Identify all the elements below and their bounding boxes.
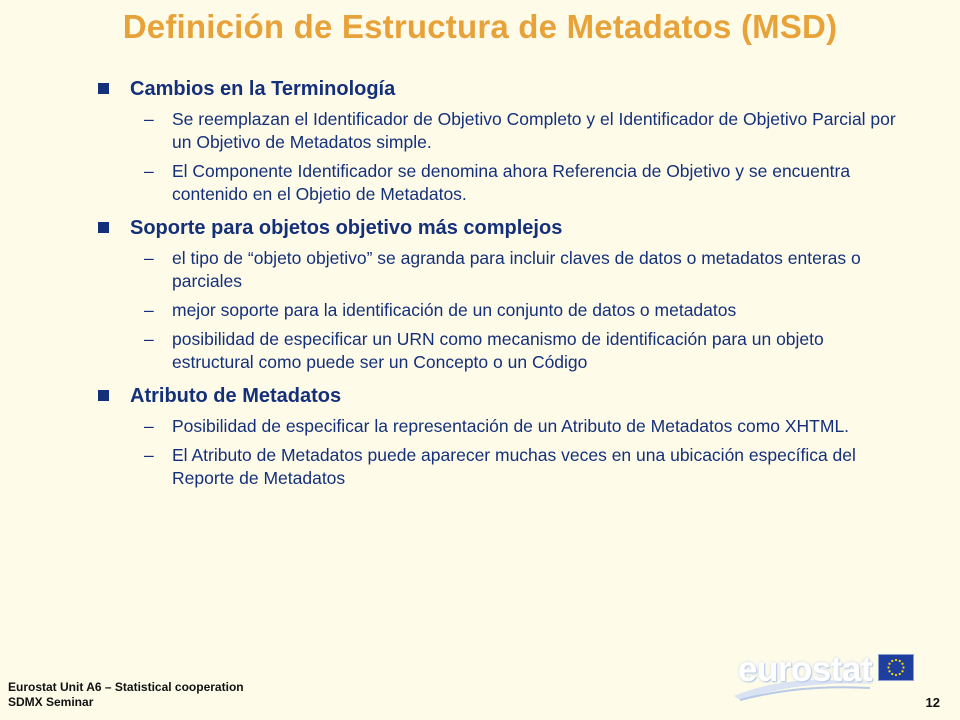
dash-marker: – — [144, 109, 154, 129]
flag-star — [891, 673, 893, 675]
page-number: 12 — [925, 695, 940, 710]
sub-item — [98, 247, 898, 293]
square-bullet-icon — [98, 83, 109, 94]
sub-item — [98, 328, 898, 374]
slide-content — [98, 76, 898, 490]
eu-flag-icon — [878, 654, 914, 681]
footer-unit: Eurostat Unit A6 – Statistical cooperation — [8, 680, 244, 694]
flag-star — [901, 670, 903, 672]
slide-title: Definición de Estructura de Metadatos (MSD) — [122, 8, 838, 45]
sub-item-text: el tipo de “objeto objetivo” se agranda para incluir claves de datos o metadatos enteras o parciales — [172, 248, 861, 291]
sub-item — [98, 415, 898, 438]
sub-item-text: mejor soporte para la identificación de un conjunto de datos o metadatos — [172, 300, 737, 320]
dash-marker: – — [144, 300, 154, 320]
sub-item-text: El Componente Identificador se denomina ahora Referencia de Objetivo y se encuentra contenido en el Objetio de Metadatos. — [172, 161, 851, 204]
eurostat-logo — [730, 642, 930, 704]
square-bullet-icon — [98, 222, 109, 233]
footer-seminar: SDMX Seminar — [8, 695, 94, 709]
bullet-metadata-attribute — [98, 383, 898, 409]
flag-star — [901, 663, 903, 665]
sub-item-text: Posibilidad de especificar la representación de un Atributo de Metadatos como XHTML. — [172, 416, 850, 436]
flag-star — [899, 673, 901, 675]
flag-star — [895, 674, 897, 676]
sub-item-text: Se reemplazan el Identificador de Objetivo Completo y el Identificador de Objetivo Parcial por un Objetivo de Metadatos simple. — [172, 109, 896, 152]
footer — [8, 680, 244, 710]
dash-marker: – — [144, 329, 154, 349]
sub-item-text: posibilidad de especificar un URN como mecanismo de identificación para un objeto estructural como puede ser un Concepto o un Código — [172, 329, 824, 372]
sub-item — [98, 108, 898, 154]
bullet-complex-objects — [98, 215, 898, 241]
flag-star — [887, 666, 889, 668]
sub-item — [98, 160, 898, 206]
flag-star — [888, 670, 890, 672]
dash-marker: – — [144, 416, 154, 436]
bullet-text: Cambios en la Terminología — [130, 78, 396, 100]
dash-marker: – — [144, 445, 154, 465]
bullet-text: Atributo de Metadatos — [130, 385, 342, 407]
sub-item — [98, 299, 898, 322]
flag-star — [899, 660, 901, 662]
bullet-text: Soporte para objetos objetivo más complejos — [130, 217, 563, 239]
sub-item-text: El Atributo de Metadatos puede aparecer muchas veces en una ubicación específica del Reporte de Metadatos — [172, 445, 856, 488]
flag-star — [902, 666, 904, 668]
logo-text: eurostat — [738, 650, 873, 689]
dash-marker: – — [144, 248, 154, 268]
flag-star — [888, 663, 890, 665]
flag-star — [891, 660, 893, 662]
sub-item — [98, 444, 898, 490]
flag-star — [895, 659, 897, 661]
dash-marker: – — [144, 161, 154, 181]
square-bullet-icon — [98, 390, 109, 401]
bullet-terminology — [98, 76, 898, 102]
